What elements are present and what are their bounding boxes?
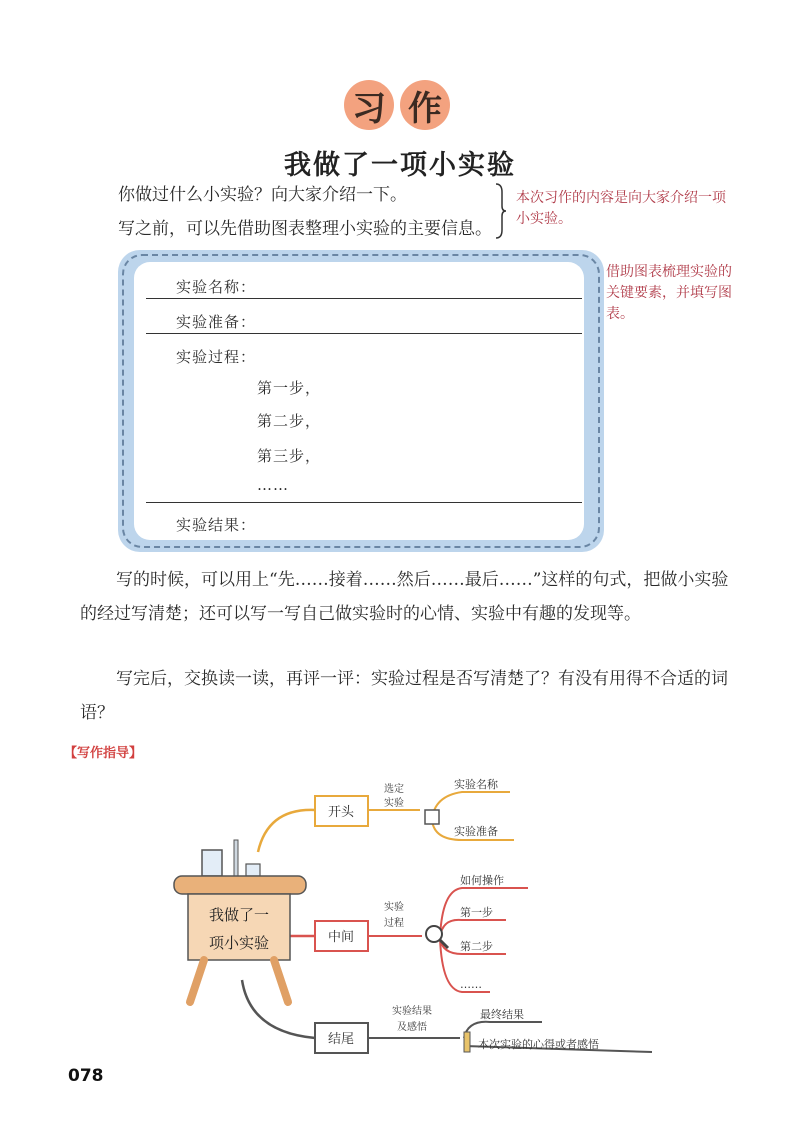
leaf-text: 实验名称 [454, 778, 498, 791]
leaf-text: 实验准备 [454, 825, 498, 838]
leaf-text: 第二步 [460, 940, 493, 953]
intro-line-1: 你做过什么小实验？向大家介绍一下。 [118, 185, 407, 205]
leaf-text: …… [460, 978, 482, 991]
bracket-icon [494, 182, 506, 240]
center-text: 我做了一 [208, 906, 270, 924]
small-box-icon [425, 810, 439, 824]
middle-sub-2: 过程 [384, 918, 404, 929]
section-title-badge [344, 78, 454, 134]
leaf-text: 本次实验的心得或者感悟 [478, 1038, 599, 1051]
title-char-1: 习 [344, 80, 394, 130]
form-divider [146, 502, 582, 503]
title-char-2: 作 [400, 80, 450, 130]
branch-line-open [258, 810, 315, 852]
end-sub-1: 实验结果 [392, 1006, 432, 1017]
leaf-line [440, 920, 506, 938]
leaf-line [464, 1022, 542, 1038]
form-step-1: 第一步， [257, 379, 322, 397]
form-divider [146, 333, 582, 334]
leaf-text: 最终结果 [480, 1008, 524, 1021]
end-sub-2: 及感悟 [397, 1022, 427, 1033]
paragraph-2: 写完后，交换读一读，再评一评：实验过程是否写清楚了？有没有用得不合适的词语？ [80, 669, 728, 723]
test-tube-icon [234, 840, 238, 876]
cup-icon [246, 864, 260, 876]
page-number: 078 [68, 1066, 104, 1086]
leaf-text: 第一步 [460, 906, 493, 919]
table-leg [190, 960, 204, 1002]
form-step-2: 第二步， [257, 412, 322, 430]
experiment-form [134, 262, 584, 540]
leaf-line [432, 792, 510, 820]
beaker-icon [202, 850, 222, 876]
form-step-more: …… [257, 476, 289, 494]
form-prep-label: 实验准备： [176, 313, 257, 331]
pencil-icon [464, 1032, 470, 1052]
open-sub-2: 实验 [384, 798, 404, 809]
end-label: 结尾 [327, 1032, 355, 1047]
table-leg [274, 960, 288, 1002]
open-sub-1: 选定 [384, 784, 404, 795]
intro-line-2: 写之前，可以先借助图表整理小实验的主要信息。 [118, 219, 492, 239]
form-name-label: 实验名称： [176, 278, 257, 296]
magnifier-icon [426, 926, 442, 942]
form-result-label: 实验结果： [176, 516, 257, 534]
margin-note-1: 本次习作的内容是向大家介绍一项小实验。 [516, 190, 726, 227]
middle-sub-1: 实验 [384, 902, 404, 913]
form-divider [146, 298, 582, 299]
writing-mind-map [150, 770, 670, 1070]
writing-guide-label: 【写作指导】 [64, 746, 143, 761]
table-top [174, 876, 306, 894]
paragraph-1: 写的时候，可以用上“先……接着……然后……最后……”这样的句式，把做小实验的经过写清楚；还可以写一写自己做实验时的心情、实验中有趣的发现等。 [80, 570, 729, 624]
form-process-label: 实验过程： [176, 348, 257, 366]
open-label: 开头 [327, 805, 355, 820]
middle-label: 中间 [327, 930, 355, 945]
form-step-3: 第三步， [257, 447, 322, 465]
page-title: 我做了一项小实验 [284, 150, 516, 181]
leaf-text: 如何操作 [460, 874, 504, 887]
branch-line-end [242, 980, 315, 1038]
center-text: 项小实验 [208, 934, 270, 952]
margin-note-2: 借助图表梳理实验的关键要素，并填写图表。 [606, 264, 732, 322]
